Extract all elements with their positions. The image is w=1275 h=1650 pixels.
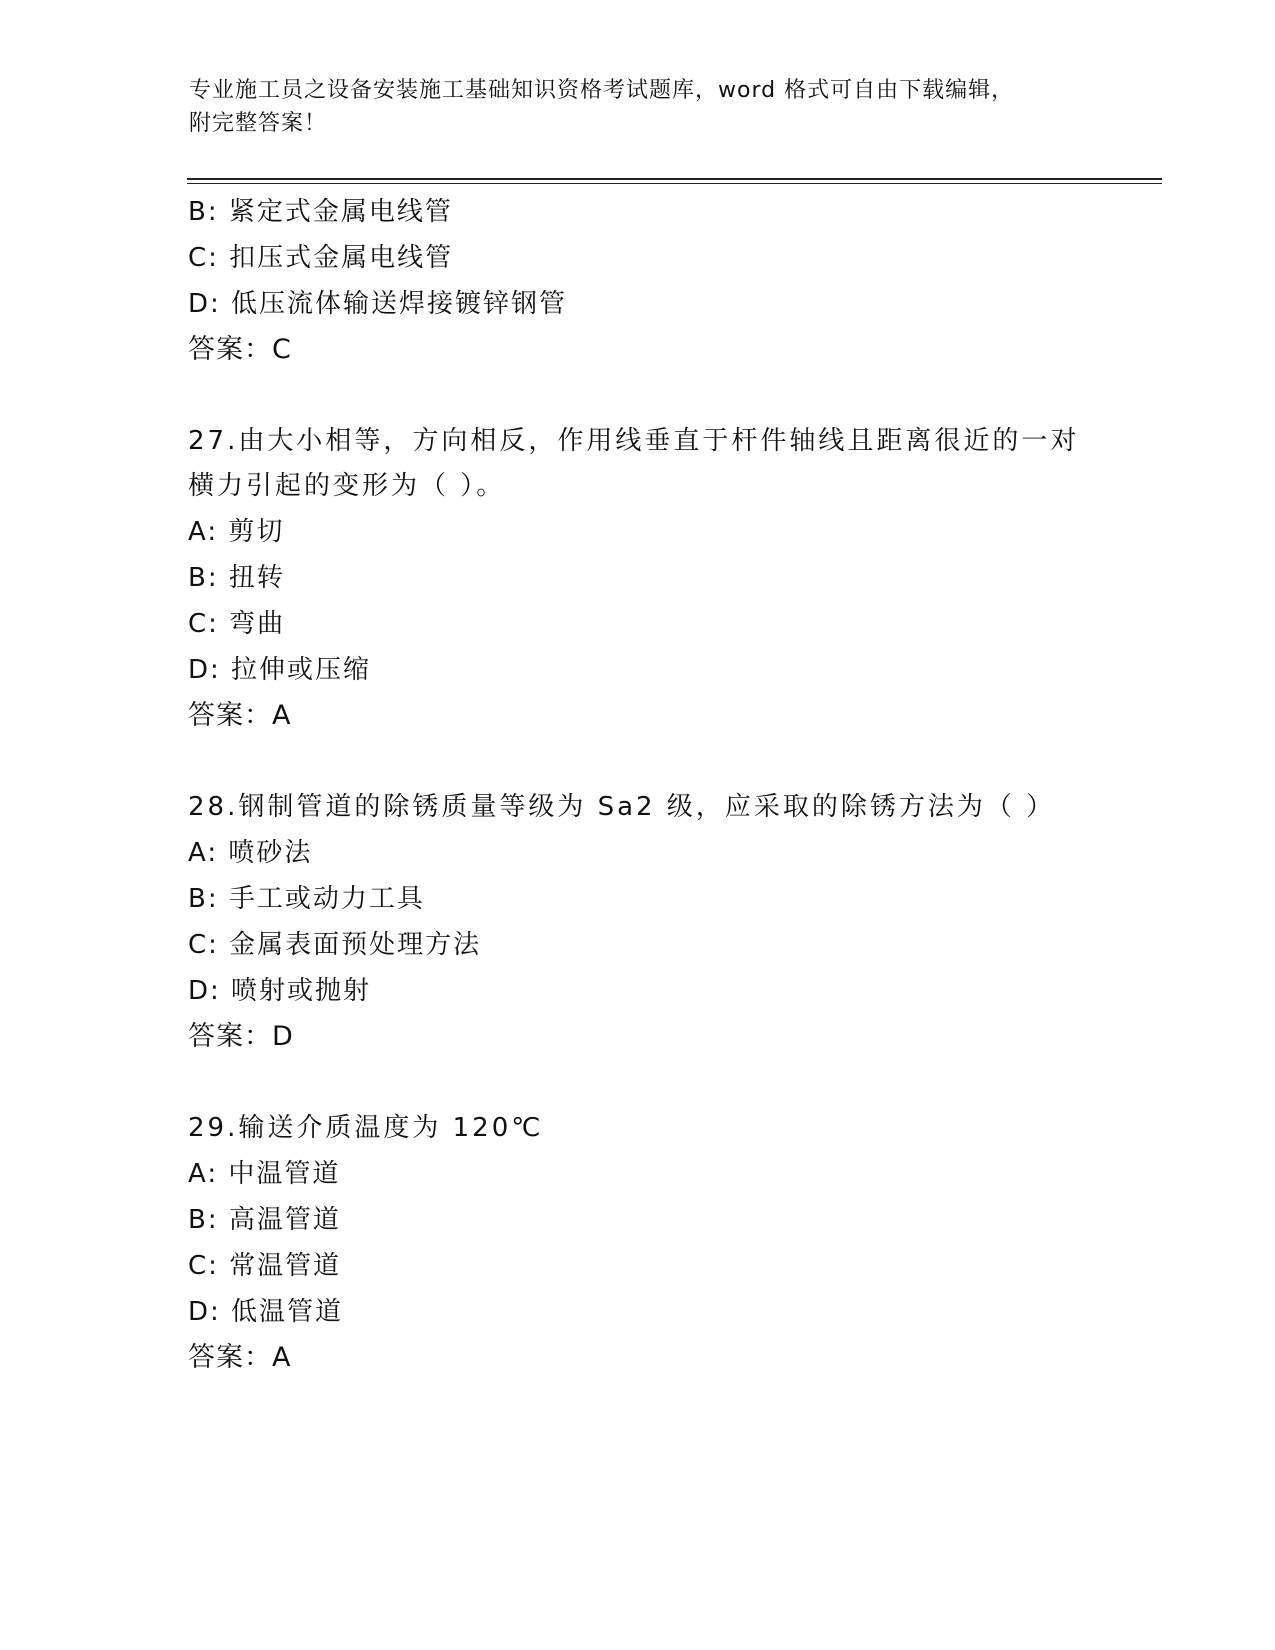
option-c: C: 扣压式金属电线管 bbox=[188, 243, 454, 273]
spacer bbox=[188, 1060, 1163, 1106]
question-content bbox=[188, 189, 1163, 1381]
option-c: C: 弯曲 bbox=[188, 609, 286, 639]
option-d: D: 拉伸或压缩 bbox=[188, 655, 372, 685]
header-divider bbox=[187, 178, 1162, 184]
option-a: A: 中温管道 bbox=[188, 1159, 341, 1189]
option-b: B: 手工或动力工具 bbox=[188, 884, 425, 914]
option-b: B: 扭转 bbox=[188, 563, 285, 593]
option-b: B: 高温管道 bbox=[188, 1205, 341, 1235]
option-c: C: 金属表面预处理方法 bbox=[188, 930, 482, 960]
answer-line: 答案：A bbox=[188, 1342, 292, 1373]
option-d: D: 低温管道 bbox=[188, 1297, 344, 1327]
question-stem-line: 横力引起的变形为（ ）。 bbox=[188, 471, 506, 501]
question-27 bbox=[188, 419, 1163, 739]
spacer bbox=[188, 373, 1163, 419]
carryover-block bbox=[188, 189, 1163, 373]
option-b: B: 紧定式金属电线管 bbox=[188, 197, 453, 227]
option-c: C: 常温管道 bbox=[188, 1251, 342, 1281]
question-stem-line: 27.由大小相等，方向相反，作用线垂直于杆件轴线且距离很近的一对 bbox=[188, 426, 1080, 456]
question-stem-line: 28.钢制管道的除锈质量等级为 Sa2 级，应采取的除锈方法为（ ） bbox=[188, 792, 1056, 822]
answer-line: 答案：C bbox=[188, 334, 292, 365]
spacer bbox=[188, 739, 1163, 785]
option-a: A: 剪切 bbox=[188, 517, 285, 547]
header-line-2: 附完整答案！ bbox=[189, 111, 328, 136]
answer-line: 答案：A bbox=[188, 700, 292, 731]
answer-line: 答案：D bbox=[188, 1021, 294, 1052]
question-29 bbox=[188, 1106, 1163, 1381]
option-a: A: 喷砂法 bbox=[188, 838, 313, 868]
option-d: D: 喷射或抛射 bbox=[188, 976, 372, 1006]
question-stem-line: 29.输送介质温度为 120℃ bbox=[188, 1113, 544, 1143]
header-line-1: 专业施工员之设备安装施工基础知识资格考试题库，word 格式可自由下载编辑， bbox=[189, 78, 1015, 103]
option-d: D: 低压流体输送焊接镀锌钢管 bbox=[188, 289, 568, 319]
question-28 bbox=[188, 785, 1163, 1060]
document-header bbox=[189, 74, 1089, 140]
